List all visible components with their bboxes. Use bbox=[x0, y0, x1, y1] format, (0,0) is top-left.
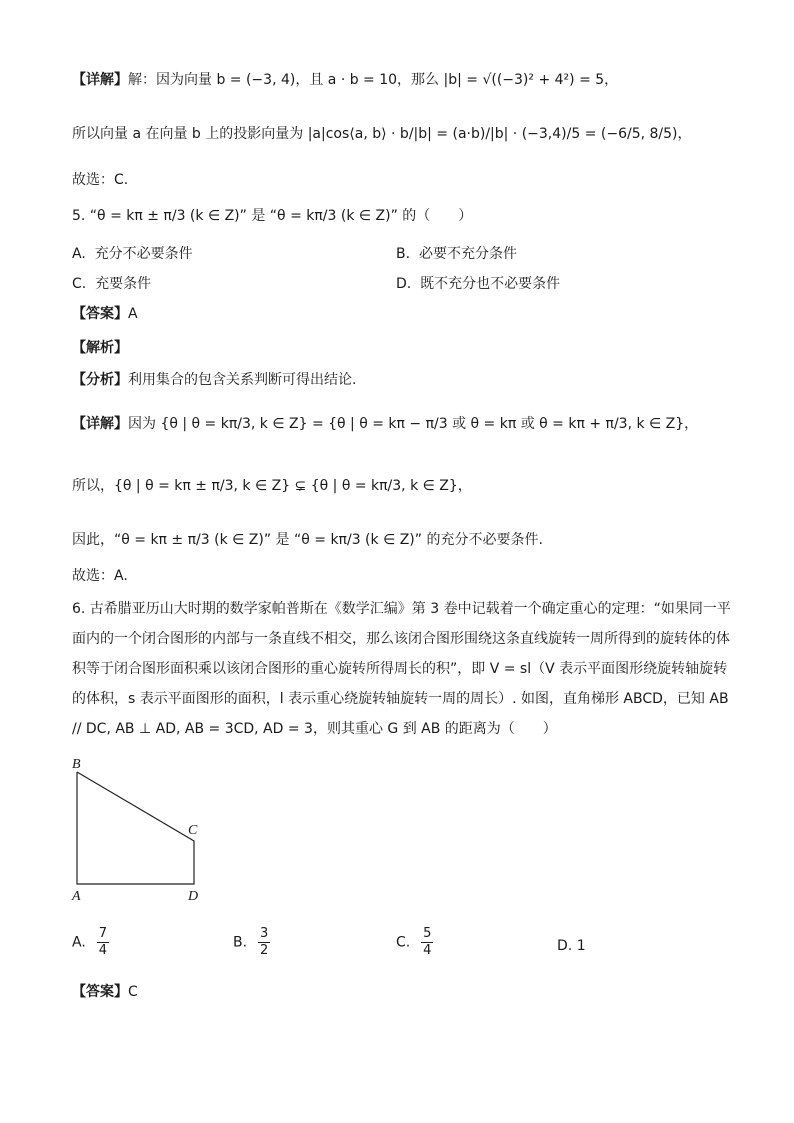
q6-option-a: A. $\frac{7}{4}$ bbox=[72, 926, 107, 958]
q6-option-c: C. $\frac{5}{4}$ bbox=[396, 926, 432, 958]
q5-option-d: D. 既不充分也不必要条件 bbox=[396, 276, 561, 292]
q5-answer-tag: 【答案】 bbox=[72, 306, 128, 322]
q5-detail-tag: 【详解】 bbox=[72, 416, 128, 432]
q5-detail-line2: 所以，{θ | θ = kπ ± π/3, k ∈ Z} ⊊ {θ | θ = kπ/3, k ∈ Z}， bbox=[72, 478, 472, 494]
q6-answer bbox=[72, 982, 138, 1002]
q5-answer-value: A bbox=[128, 306, 138, 322]
q4-conclusion: 故选：C. bbox=[72, 172, 129, 188]
q5-option-c: C. 充要条件 bbox=[72, 276, 152, 292]
q6-answer-tag: 【答案】 bbox=[72, 984, 128, 1000]
q6-option-d: D. 1 bbox=[557, 938, 586, 954]
vertex-label-b: B bbox=[72, 757, 81, 772]
q5-conclusion: 故选：A. bbox=[72, 568, 128, 584]
q5-analysis-tag: 【解析】 bbox=[72, 340, 128, 356]
q6-option-b: B. $\frac{3}{2}$ bbox=[233, 926, 269, 958]
q5-fenxi bbox=[72, 370, 356, 390]
q5-detail-line3: 因此，“θ = kπ ± π/3 (k ∈ Z)” 是 “θ = kπ/3 (k ∈ Z)” 的充分不必要条件. bbox=[72, 532, 543, 548]
q4-detail-text-2: 所以向量 a 在向量 b 上的投影向量为 |a|cos⟨a, b⟩ · b/|b| = (a·b)/|b| · (−3,4)/5 = (−6/5, 8/5)， bbox=[72, 126, 692, 142]
q5-fenxi-tag: 【分析】 bbox=[72, 372, 128, 388]
q5-detail-line1 bbox=[72, 414, 698, 434]
q5-option-b: B. 必要不充分条件 bbox=[396, 246, 517, 262]
q4-detail-line2 bbox=[72, 124, 692, 144]
q6-stem: 6. 古希腊亚历山大时期的数学家帕普斯在《数学汇编》第 3 卷中记载着一个确定重心的定理：“如果同一平面内的一个闭合图形的内部与一条直线不相交，那么该闭合图形围绕这条直线旋转一周所得到的旋转体的体积等于闭合图形面积乘以该闭合图形的重心旋转所得周长的积”，即 V = sl（V 表示平面图形绕旋转轴旋转的体积，s 表示平面图形的面积，l 表示重心绕旋转轴旋转一周的周长）. 如图，直角梯形 ABCD，已知 AB // DC, AB ⊥ AD, AB = 3CD, AD = 3，则其重心 G 到 AB 的距离为（ ） bbox=[72, 601, 731, 737]
q6-answer-value: C bbox=[128, 984, 138, 1000]
vertex-label-d: D bbox=[188, 889, 199, 904]
vertex-label-c: C bbox=[188, 823, 198, 838]
q5-detail-text-1: 因为 {θ | θ = kπ/3, k ∈ Z} = {θ | θ = kπ − π/3 或 θ = kπ 或 θ = kπ + π/3, k ∈ Z}， bbox=[128, 416, 699, 432]
trapezoid-figure bbox=[60, 752, 280, 912]
q4-detail-text-1: 解：因为向量 b = (−3, 4)，且 a · b = 10，那么 |b| = √((−3)² + 4²) = 5， bbox=[128, 72, 619, 88]
q4-detail-line1 bbox=[72, 70, 618, 90]
q5-stem: 5. “θ = kπ ± π/3 (k ∈ Z)” 是 “θ = kπ/3 (k ∈ Z)” 的（ ） bbox=[72, 208, 473, 224]
vertex-label-a: A bbox=[72, 889, 81, 904]
trapezoid-outline bbox=[77, 772, 194, 884]
q5-answer bbox=[72, 304, 138, 324]
q5-option-a: A. 充分不必要条件 bbox=[72, 246, 193, 262]
q4-detail-tag: 【详解】 bbox=[72, 72, 128, 88]
q5-fenxi-text: 利用集合的包含关系判断可得出结论. bbox=[128, 372, 357, 388]
